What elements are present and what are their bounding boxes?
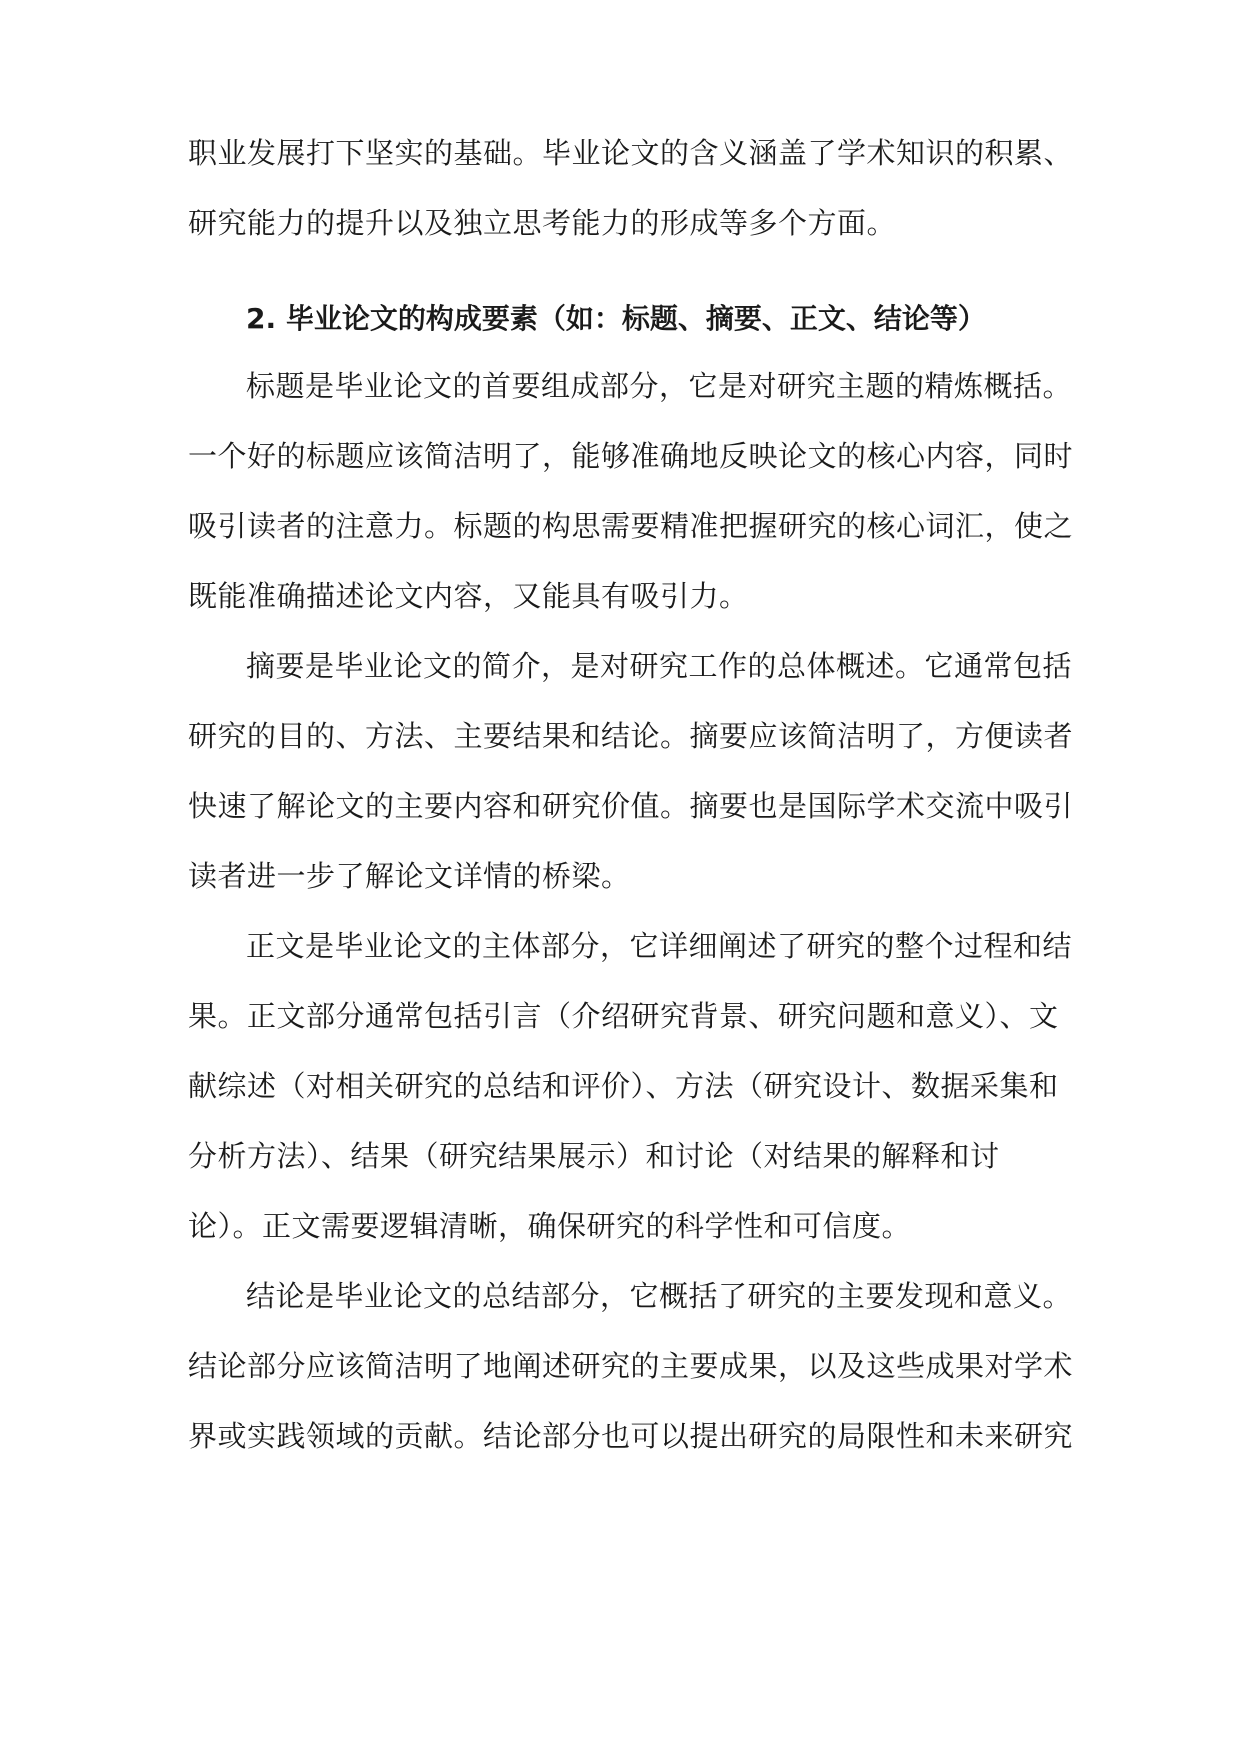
paragraph-body-line-3: 献综述（对相关研究的总结和评价）、方法（研究设计、数据采集和 <box>188 1069 1059 1103</box>
paragraph-body-line-2: 果。正文部分通常包括引言（介绍研究背景、研究问题和意义）、文 <box>188 999 1059 1033</box>
intro-line-1: 职业发展打下坚实的基础。毕业论文的含义涵盖了学术知识的积累、 <box>188 136 1074 170</box>
paragraph-title-line-1: 标题是毕业论文的首要组成部分，它是对研究主题的精炼概括。 <box>246 369 1073 403</box>
paragraph-conclusion-line-2: 结论部分应该简洁明了地阐述研究的主要成果，以及这些成果对学术 <box>188 1349 1074 1383</box>
paragraph-abstract-line-4: 读者进一步了解论文详情的桥梁。 <box>188 859 631 893</box>
paragraph-body-line-1: 正文是毕业论文的主体部分，它详细阐述了研究的整个过程和结 <box>246 929 1073 963</box>
paragraph-abstract-line-2: 研究的目的、方法、主要结果和结论。摘要应该简洁明了，方便读者 <box>188 719 1074 753</box>
paragraph-conclusion-line-3: 界或实践领域的贡献。结论部分也可以提出研究的局限性和未来研究 <box>188 1419 1074 1453</box>
paragraph-title-line-2: 一个好的标题应该简洁明了，能够准确地反映论文的核心内容，同时 <box>188 439 1074 473</box>
paragraph-title-line-3: 吸引读者的注意力。标题的构思需要精准把握研究的核心词汇，使之 <box>188 509 1074 543</box>
paragraph-body-line-4: 分析方法）、结果（研究结果展示）和讨论（对结果的解释和讨 <box>188 1139 1000 1173</box>
paragraph-title-line-4: 既能准确描述论文内容，又能具有吸引力。 <box>188 579 749 613</box>
section-heading: 2. 毕业论文的构成要素（如：标题、摘要、正文、结论等） <box>246 302 986 335</box>
paragraph-body-line-5: 论）。正文需要逻辑清晰，确保研究的科学性和可信度。 <box>188 1209 912 1243</box>
paragraph-conclusion-line-1: 结论是毕业论文的总结部分，它概括了研究的主要发现和意义。 <box>246 1279 1073 1313</box>
paragraph-abstract-line-3: 快速了解论文的主要内容和研究价值。摘要也是国际学术交流中吸引 <box>188 789 1074 823</box>
paragraph-abstract-line-1: 摘要是毕业论文的简介，是对研究工作的总体概述。它通常包括 <box>246 649 1073 683</box>
intro-line-2: 研究能力的提升以及独立思考能力的形成等多个方面。 <box>188 206 897 240</box>
